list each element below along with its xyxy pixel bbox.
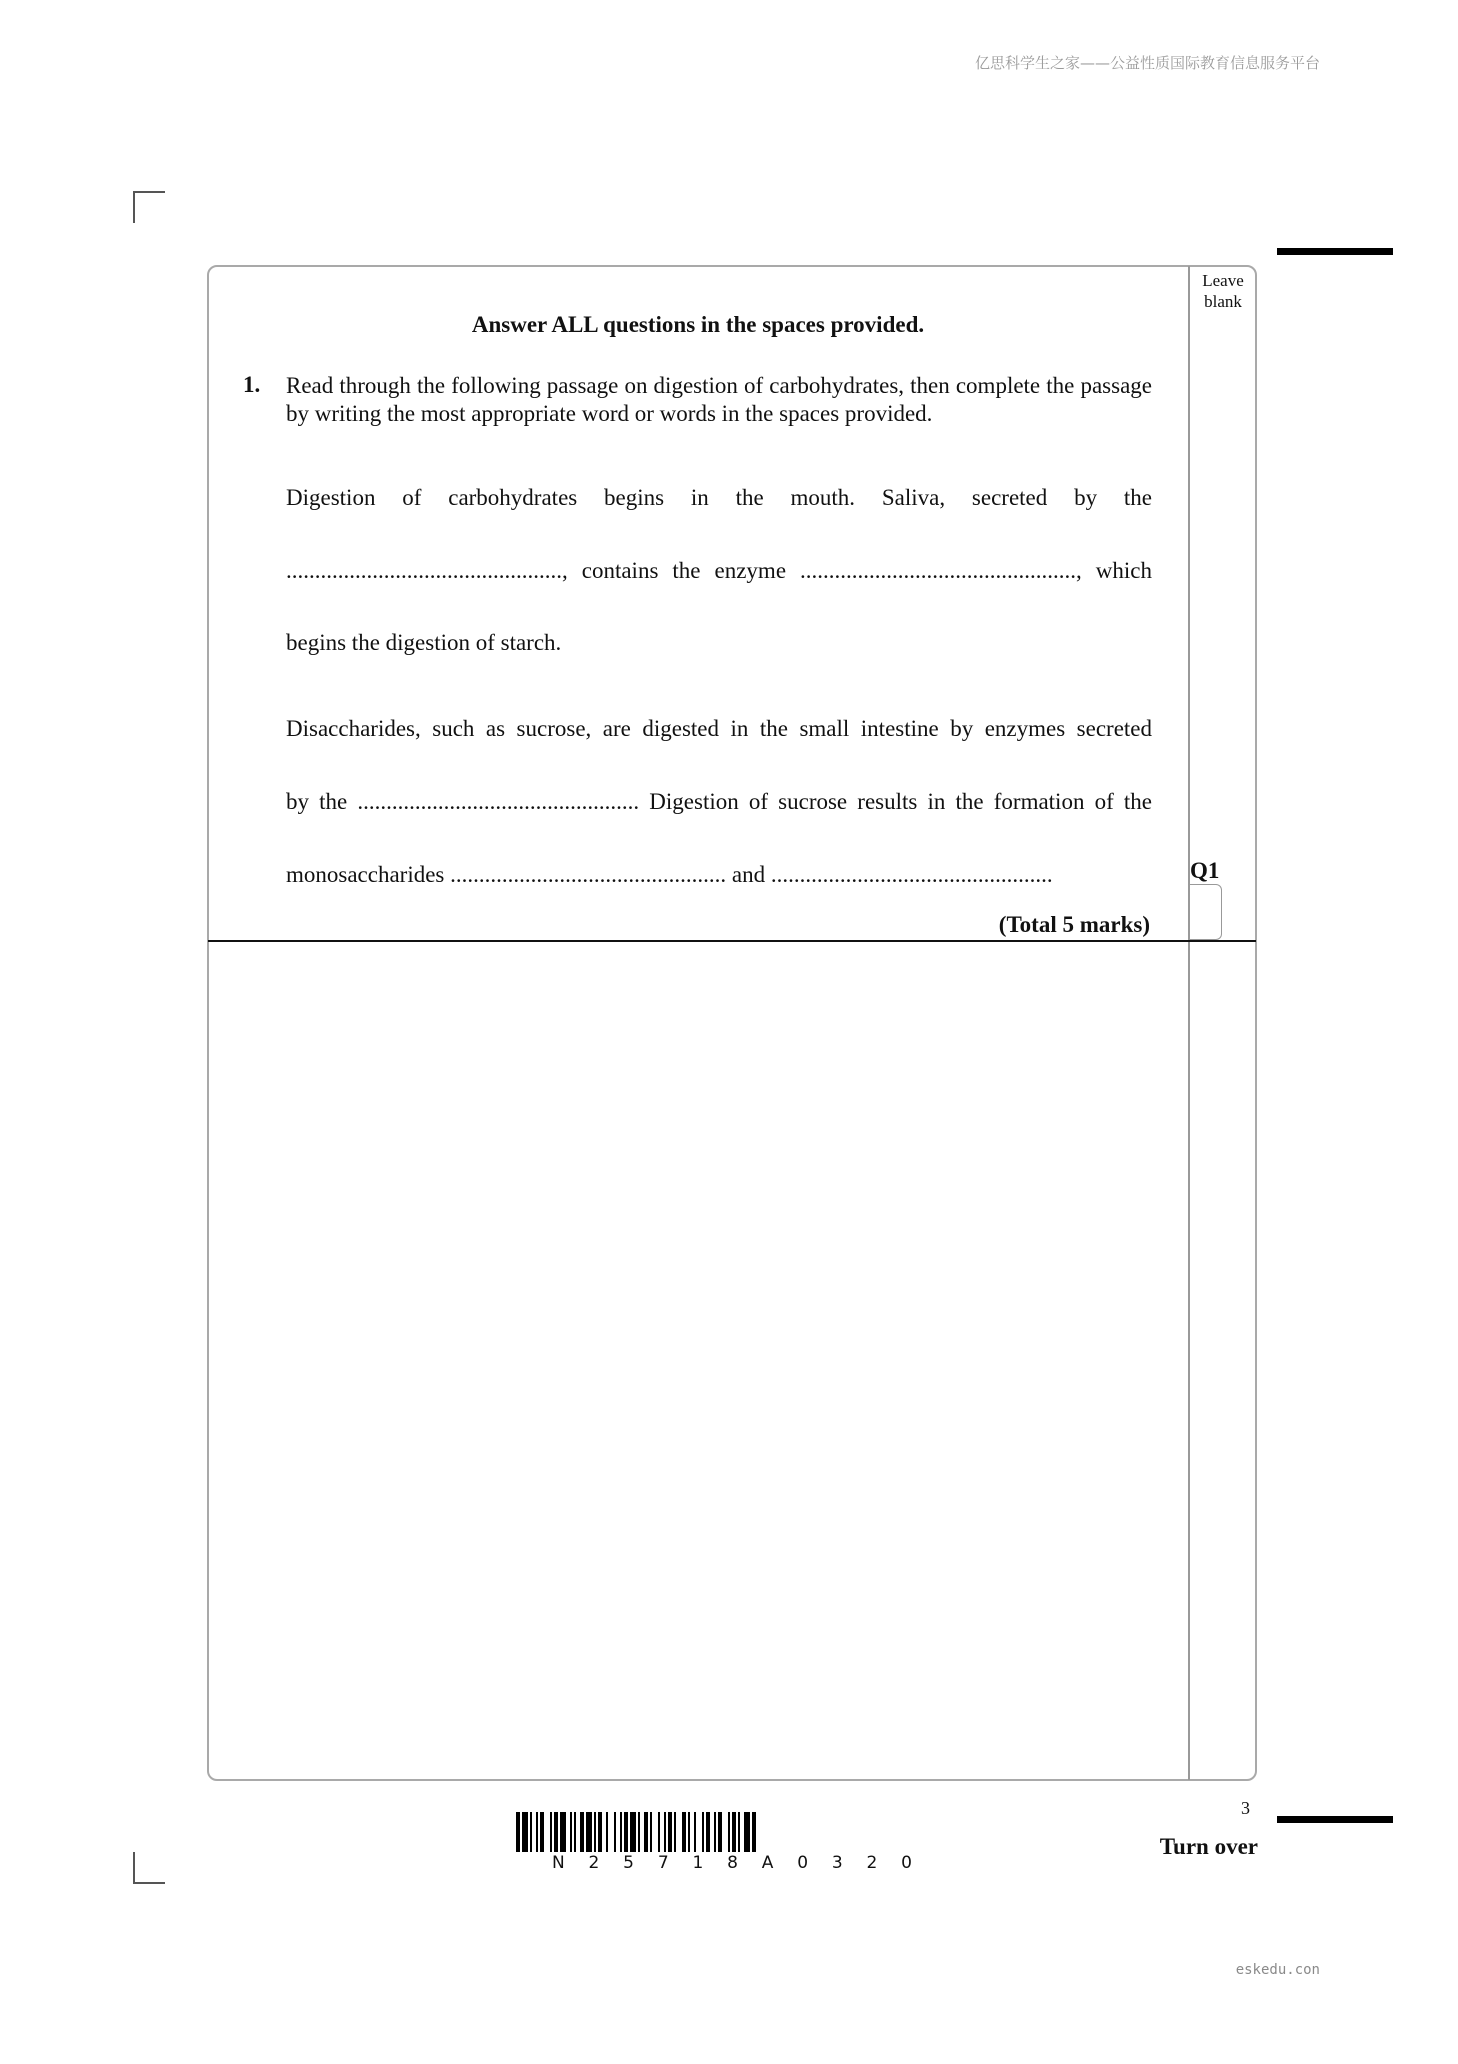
- barcode-digit: 1: [692, 1853, 704, 1873]
- section-heading: Answer ALL questions in the spaces provided.: [471, 312, 925, 337]
- mark-box: [1188, 884, 1222, 940]
- question-number: 1.: [243, 372, 261, 397]
- registration-bar-top: [1277, 248, 1393, 255]
- barcode-digit: A: [761, 1853, 774, 1873]
- watermark-top: 亿思科学生之家——公益性质国际教育信息服务平台: [974, 54, 1320, 72]
- question-instruction: Read through the following passage on digestion of carbohydrates, then complete the passage by writing the most appropriate word or words in the spaces provided.: [286, 373, 1152, 426]
- total-marks: (Total 5 marks): [998, 912, 1150, 937]
- barcode-digit: 2: [588, 1853, 600, 1873]
- passage-line-3: begins the digestion of starch.: [286, 630, 562, 655]
- question-separator: [208, 940, 1256, 942]
- leave-blank-column-divider: [1188, 266, 1190, 1780]
- barcode-digit: 5: [623, 1853, 634, 1873]
- barcode-icon: [516, 1812, 952, 1854]
- passage-line-5[interactable]: by the ................................................. Digestion of sucrose results in the formation of the: [286, 789, 1152, 814]
- watermark-bottom: eskedu.con: [1235, 1962, 1320, 1978]
- page-number: 3: [1241, 1798, 1250, 1818]
- barcode-number: [552, 1853, 912, 1873]
- leave-blank-label: [1190, 270, 1256, 312]
- barcode-digit: 7: [657, 1853, 669, 1873]
- question-mark-label: Q1: [1190, 858, 1220, 883]
- leave-blank-line1: Leave: [1202, 271, 1244, 290]
- barcode-digit: 0: [797, 1853, 809, 1873]
- barcode-digit: 2: [866, 1853, 878, 1873]
- passage-line-6[interactable]: monosaccharides ................................................ and .................................................: [286, 862, 1053, 887]
- barcode-digit: 8: [727, 1853, 738, 1873]
- registration-bar-bottom: [1277, 1816, 1393, 1823]
- barcode-digit: N: [552, 1853, 565, 1873]
- passage-line-1: Digestion of carbohydrates begins in the mouth. Saliva, secreted by the: [286, 485, 1152, 510]
- passage-line-4: Disaccharides, such as sucrose, are digested in the small intestine by enzymes secreted: [286, 716, 1152, 741]
- passage-line-2[interactable]: ................................................, contains the enzyme ................................................, which: [286, 558, 1152, 583]
- turn-over-label: Turn over: [1159, 1834, 1258, 1859]
- crop-mark-top-left: [133, 191, 165, 223]
- barcode-digit: 0: [901, 1853, 912, 1873]
- crop-mark-bottom-left: [133, 1852, 165, 1884]
- leave-blank-line2: blank: [1204, 292, 1242, 311]
- barcode-digit: 3: [831, 1853, 843, 1873]
